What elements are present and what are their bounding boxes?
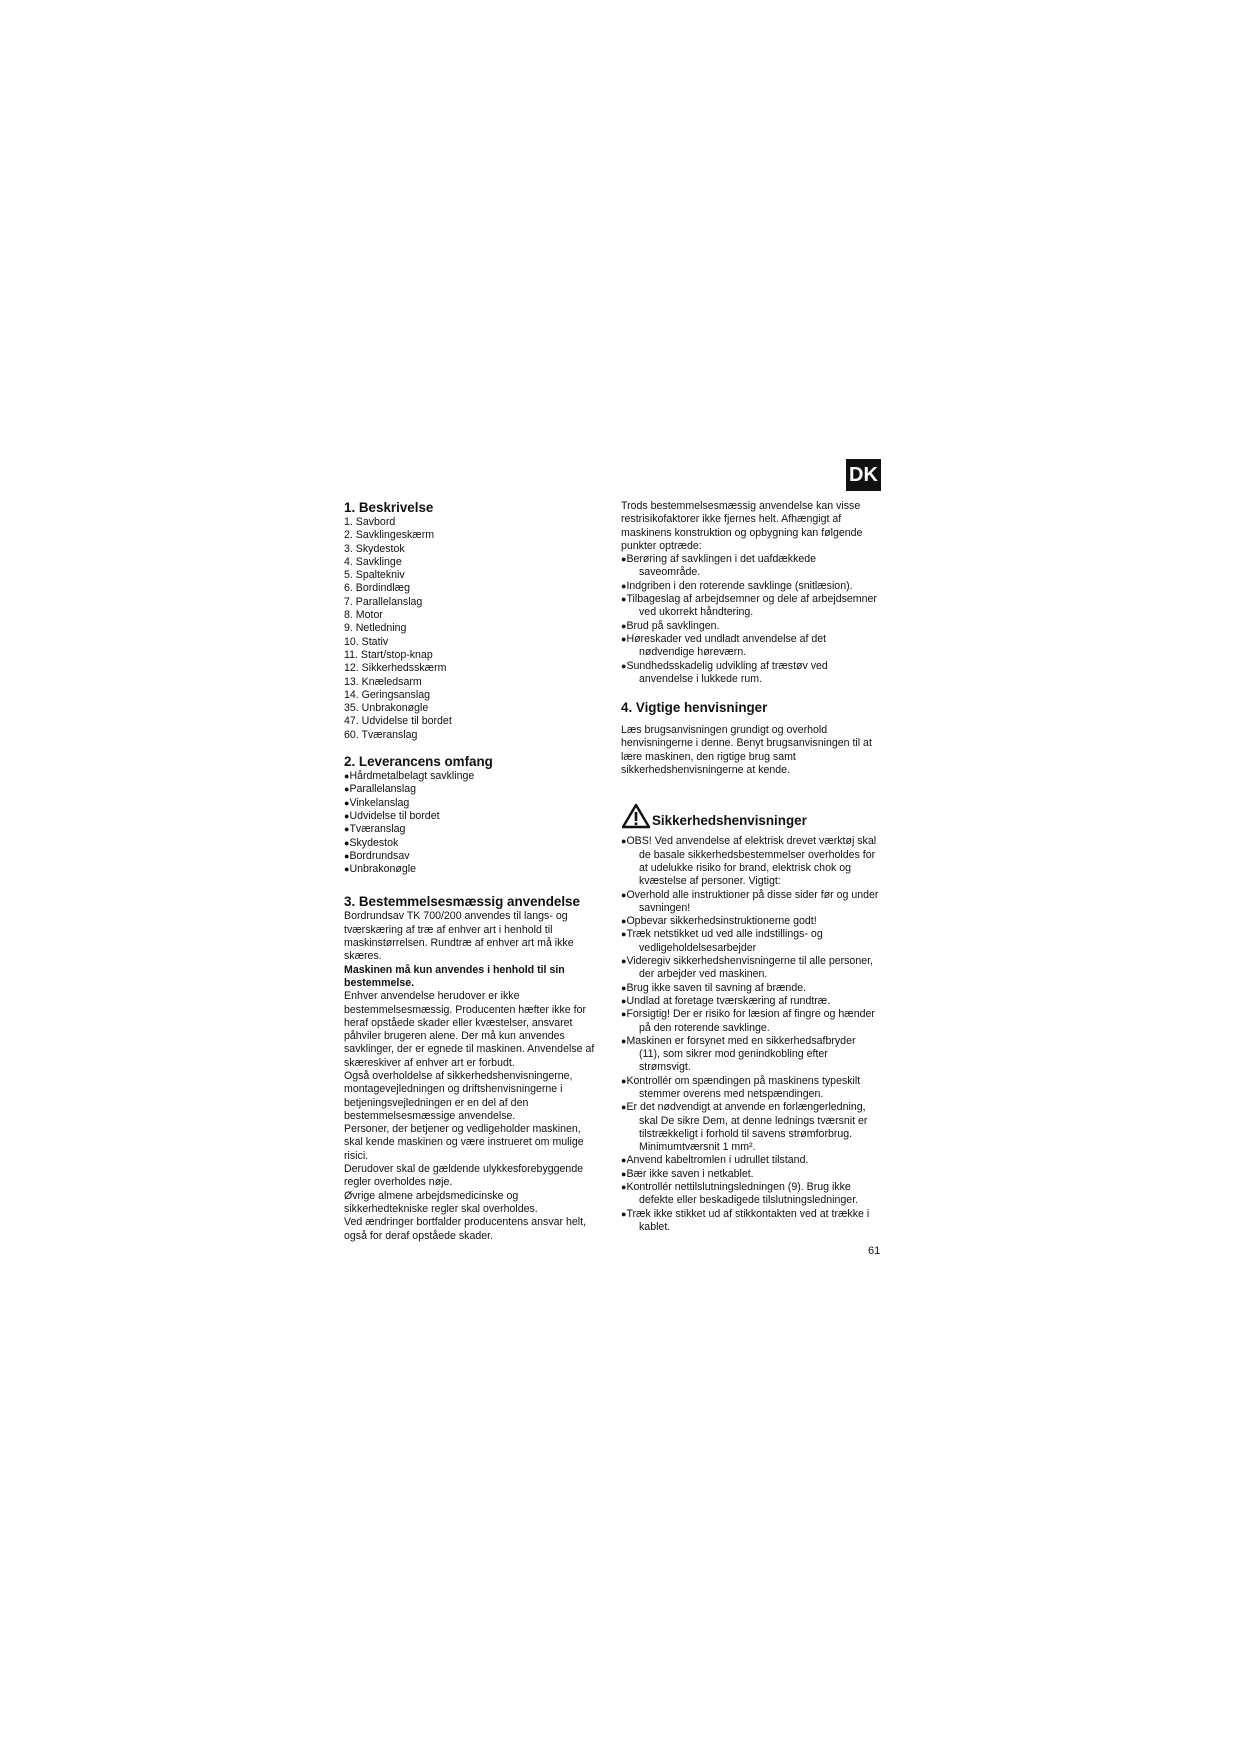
list-item: 5. Spaltekniv <box>344 569 405 582</box>
paragraph: Læs brugsanvisningen grundigt og overhold henvisningerne i denne. Benyt brugsanvisningen til at lære maskinen, den rigtige brug samt sikkerhedshenvisningerne at kende. <box>621 724 872 777</box>
section-title-beskrivelse: 1. Beskrivelse <box>344 500 434 515</box>
list-item: ● Indgriben i den roterende savklinge (snitlæsion). <box>621 580 879 593</box>
list-item: ● OBS! Ved anvendelse af elektrisk drevet værktøj skal de basale sikkerhedsbestemmelser overholdes for at udelukke risiko for brand, elektrisk chok og kvæstelse af personer. Vigtigt: <box>621 835 879 888</box>
list-item: ● Berøring af savklingen i det uafdækkede saveområde. <box>621 553 879 580</box>
section-title-leverance: 2. Leverancens omfang <box>344 754 493 770</box>
list-item: 2. Savklingeskærm <box>344 529 435 542</box>
list-item: ● Overhold alle instruktioner på disse sider før og under savningen! <box>621 889 879 916</box>
paragraph: Derudover skal de gældende ulykkesforebyggende regler overholdes nøje. <box>344 1163 584 1189</box>
parts-list <box>344 516 600 742</box>
list-item: ● Maskinen er forsynet med en sikkerhedsafbryder (11), som sikrer mod genindkobling efter strømsvigt. <box>621 1035 879 1075</box>
list-item: 7. Parallelanslag <box>344 595 423 608</box>
list-item: ● Træk ikke stikket ud af stikkontakten ved at trække i kablet. <box>621 1208 879 1235</box>
list-item: ● Unbrakonøgle <box>344 863 600 876</box>
paragraph: Øvrige almene arbejdsmedicinske og sikkerhedtekniske regler skal overholdes. <box>344 1189 538 1215</box>
list-item: 13. Knæledsarm <box>344 675 422 688</box>
list-item: 60. Tværanslag <box>344 728 418 741</box>
list-item: ● Udvidelse til bordet <box>344 810 600 823</box>
list-item: ● Brug ikke saven til savning af brænde. <box>621 982 879 995</box>
safety-list <box>621 835 879 1234</box>
section-title-henvisninger: 4. Vigtige henvisninger <box>621 700 768 716</box>
list-item: ● Tilbageslag af arbejdsemner og dele af arbejdsemner ved ukorrekt håndtering. <box>621 593 879 620</box>
list-item: 14. Geringsanslag <box>344 688 430 701</box>
list-item: 11. Start/stop-knap <box>344 648 433 661</box>
risk-intro: Trods bestemmelsesmæssig anvendelse kan visse restrisikofaktorer ikke fjernes helt. Afhængigt af maskinens konstruktion og opbygning kan følgende punkter optræde: <box>621 500 863 552</box>
warning-icon <box>621 803 651 829</box>
list-item: ● Tværanslag <box>344 823 600 836</box>
list-item: 12. Sikkerhedsskærm <box>344 662 447 675</box>
list-item: 6. Bordindlæg <box>344 582 410 595</box>
page-number: 61 <box>868 1245 881 1257</box>
list-item: ● Kontrollér nettilslutningsledningen (9). Brug ikke defekte eller beskadigede tilslutningsledninger. <box>621 1181 879 1208</box>
list-item: 4. Savklinge <box>344 555 402 568</box>
delivery-list <box>344 770 600 876</box>
list-item: ● Forsigtig! Der er risiko for læsion af fingre og hænder på den roterende savklinge. <box>621 1008 879 1035</box>
list-item: 9. Netledning <box>344 622 407 635</box>
list-item: ● Træk netstikket ud ved alle indstillings- og vedligeholdelsesarbejder <box>621 928 879 955</box>
section-title-anvendelse: 3. Bestemmelsesmæssig anvendelse <box>344 894 580 910</box>
list-item: 35. Unbrakonøgle <box>344 702 429 715</box>
left-column <box>344 500 600 1243</box>
list-item: 47. Udvidelse til bordet <box>344 715 452 728</box>
list-item: ● Skydestok <box>344 837 600 850</box>
right-column <box>621 500 879 1234</box>
list-item: 3. Skydestok <box>344 542 405 555</box>
list-item: ● Anvend kabeltromlen i udrullet tilstand. <box>621 1154 879 1167</box>
list-item: 8. Motor <box>344 609 383 622</box>
list-item: 1. Savbord <box>344 516 396 528</box>
list-item: ● Er det nødvendigt at anvende en forlængerledning, skal De sikre Dem, at denne lednings tværsnit er tilstrækkeligt i forhold til savens strømforbrug. Minimumtværsnit 1 mm². <box>621 1101 879 1154</box>
list-item: ● Brud på savklingen. <box>621 620 879 633</box>
list-item: ● Parallelanslag <box>344 783 600 796</box>
paragraph: Ved ændringer bortfalder producentens ansvar helt, også for deraf opståede skader. <box>344 1216 587 1242</box>
list-item: ● Videregiv sikkerhedshenvisningerne til alle personer, der arbejder ved maskinen. <box>621 955 879 982</box>
language-badge: DK <box>846 459 881 491</box>
list-item: 10. Stativ <box>344 635 389 648</box>
list-item: ● Sundhedsskadelig udvikling af træstøv ved anvendelse i lukkede rum. <box>621 660 879 687</box>
list-item: ● Bordrundsav <box>344 850 600 863</box>
section-title-sikkerhed: Sikkerhedshenvisninger <box>652 813 807 829</box>
list-item: ● Hårdmetalbelagt savklinge <box>344 770 600 783</box>
list-item: ● Opbevar sikkerhedsinstruktionerne godt! <box>621 915 879 928</box>
bold-notice: Maskinen må kun anvendes i henhold til sin bestemmelse. <box>344 963 565 989</box>
paragraph: Personer, der betjener og vedligeholder maskinen, skal kende maskinen og være instrueret om mulige risici. <box>344 1123 584 1162</box>
list-item: ● Bær ikke saven i netkablet. <box>621 1168 879 1181</box>
paragraph: Også overholdelse af sikkerhedshenvisningerne, montagevejledningen og driftshenvisningerne i betjeningsvejledningen er en del af den bestemmelsesmæssige anvendelse. <box>344 1069 573 1122</box>
list-item: ● Undlad at foretage tværskæring af rundtræ. <box>621 995 879 1008</box>
list-item: ● Kontrollér om spændingen på maskinens typeskilt stemmer overens med netspændingen. <box>621 1075 879 1102</box>
safety-heading <box>621 803 879 829</box>
risk-list <box>621 553 879 686</box>
list-item: ● Vinkelanslag <box>344 797 600 810</box>
paragraph: Enhver anvendelse herudover er ikke bestemmelsesmæssig. Producenten hæfter ikke for heraf opståede skader eller kvæstelser, ansvaret påhviler brugeren alene. Der må kun anvendes savklinger, der er egnede til maskinen. Anvendelse af skæreskiver af enhver art er forbudt. <box>344 990 595 1069</box>
paragraph: Bordrundsav TK 700/200 anvendes til langs- og tværskæring af træ af enhver art i henhold til maskinstørrelsen. Rundtræ af enhver art må ikke skæres. <box>344 910 574 963</box>
list-item: ● Høreskader ved undladt anvendelse af det nødvendige høreværn. <box>621 633 879 660</box>
